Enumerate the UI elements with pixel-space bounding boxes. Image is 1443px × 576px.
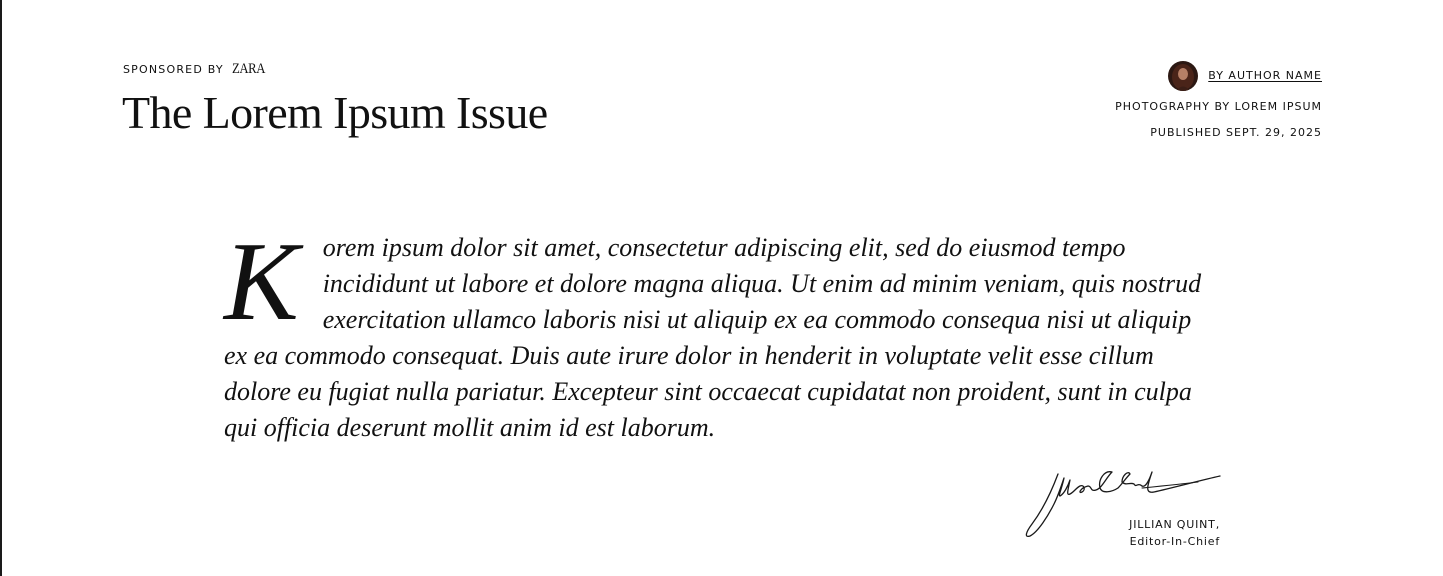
letter-body: orem ipsum dolor sit amet, consectetur adipiscing elit, sed do eiusmod tempo incididunt ut labore et dolore magna aliqua. Ut enim ad minim veniam, quis nostrud exercitation ullamco laboris nisi ut aliquip ex ea commodo consequa nisi ut aliquip ex ea commodo consequat. Duis aute irure dolor in henderit in voluptate velit esse cillum dolore eu fugiat nulla pariatur. Excepteur sint occaecat cupidatat non proident, sunt in culpa qui officia deserunt mollit anim id est laborum. — [224, 233, 1202, 442]
page-border — [0, 0, 2, 576]
sponsor-line — [123, 62, 271, 77]
drop-cap: K — [224, 220, 299, 344]
article-meta — [1115, 60, 1322, 139]
author-row — [1115, 60, 1322, 91]
page-title: The Lorem Ipsum Issue — [122, 87, 548, 138]
author-avatar[interactable] — [1168, 61, 1198, 91]
sponsor-label: SPONSORED BY — [123, 63, 224, 76]
photography-credit: PHOTOGRAPHY BY LOREM IPSUM — [1115, 100, 1322, 113]
signoff-role: Editor-In-Chief — [1129, 535, 1220, 548]
signoff-name: JILLIAN QUINT, — [1129, 518, 1220, 531]
published-date: PUBLISHED SEPT. 29, 2025 — [1150, 126, 1322, 139]
sponsor-brand-logo[interactable]: ZARA — [231, 61, 265, 77]
author-link[interactable]: BY AUTHOR NAME — [1208, 69, 1322, 82]
signoff — [1129, 516, 1220, 550]
editors-letter — [224, 220, 1214, 446]
